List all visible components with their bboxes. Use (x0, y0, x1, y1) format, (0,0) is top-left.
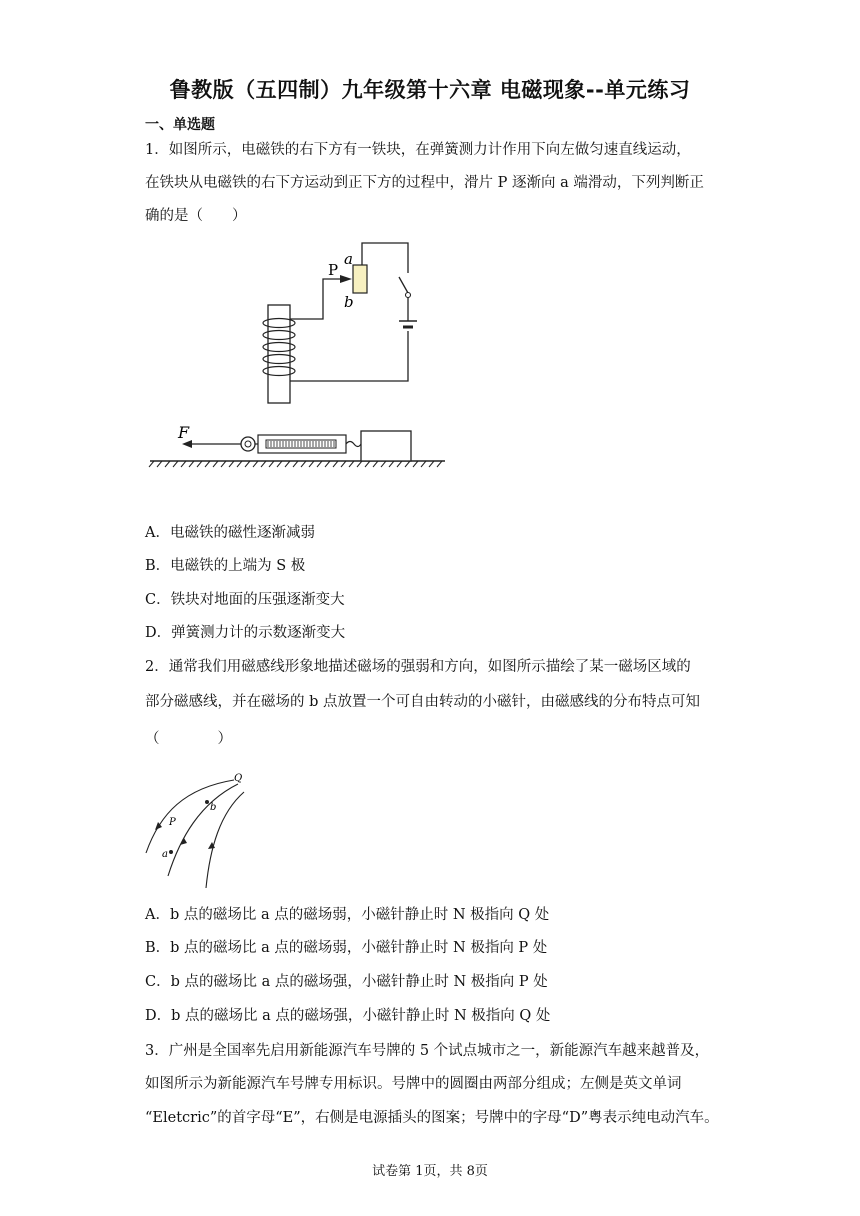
switch-lever (399, 277, 408, 293)
switch-contact (406, 293, 411, 298)
field-arrow-icon (180, 838, 187, 845)
label-b: b (210, 802, 217, 813)
label-b: b (344, 293, 354, 311)
iron-block (361, 431, 411, 461)
q2-option-c: C．b 点的磁场比 a 点的磁场强，小磁针静止时 N 极指向 P 处 (145, 974, 548, 990)
label-p: P (328, 261, 339, 279)
q2-option-b: B．b 点的磁场比 a 点的磁场弱，小磁针静止时 N 极指向 P 处 (145, 940, 548, 956)
q1-line-2: 在铁块从电磁铁的右下方运动到正下方的过程中，滑片 P 逐渐向 a 端滑动，下列判断正 (145, 175, 704, 191)
q1-option-d: D．弹簧测力计的示数逐渐变大 (145, 625, 346, 641)
label-a: a (344, 250, 353, 268)
label-q: Q (234, 773, 243, 784)
q1-line-3: 确的是（ ） (145, 208, 247, 224)
q2-line-3: （ ） (145, 731, 232, 747)
q1-option-b: B．电磁铁的上端为 S 极 (145, 558, 306, 574)
label-a: a (162, 849, 168, 860)
rheostat (353, 265, 367, 293)
field-line-1 (146, 780, 234, 853)
point-a (169, 850, 173, 854)
ground (149, 461, 445, 467)
label-p: P (169, 817, 176, 828)
field-line-2 (168, 784, 238, 876)
page-title: 鲁教版（五四制）九年级第十六章 电磁现象--单元练习 (169, 78, 691, 102)
q3-line-2: 如图所示为新能源汽车号牌专用标识。号牌中的圆圈由两部分组成；左侧是英文单词 (145, 1076, 682, 1092)
q1-line-1: 1．如图所示，电磁铁的右下方有一铁块，在弹簧测力计作用下向左做匀速直线运动， (145, 142, 691, 158)
q2-option-d: D．b 点的磁场比 a 点的磁场强，小磁针静止时 N 极指向 Q 处 (145, 1008, 551, 1024)
q1-option-c: C．铁块对地面的压强逐渐变大 (145, 592, 345, 608)
q2-option-a: A．b 点的磁场比 a 点的磁场弱，小磁针静止时 N 极指向 Q 处 (145, 907, 550, 923)
q3-line-3: “Eletcric”的首字母“E”，右侧是电源插头的图案；号牌中的字母“D”粤表示纯电动汽车。 (145, 1110, 719, 1126)
q2-line-1: 2．通常我们用磁感线形象地描述磁场的强弱和方向，如图所示描绘了某一磁场区域的 (145, 659, 691, 675)
slider-arrow-icon (340, 275, 352, 283)
section-heading: 一、单选题 (145, 117, 215, 133)
hook-icon (346, 442, 361, 447)
q2-line-2: 部分磁感线，并在磁场的 b 点放置一个可自由转动的小磁针，由磁感线的分布特点可知 (145, 694, 700, 710)
label-f: F (178, 423, 190, 442)
page-footer: 试卷第 1页，共 8页 (372, 1164, 488, 1179)
q1-option-a: A．电磁铁的磁性逐渐减弱 (145, 525, 315, 541)
q3-line-1: 3．广州是全国率先启用新能源汽车号牌的 5 个试点城市之一，新能源汽车越来越普及， (145, 1043, 710, 1059)
point-b (205, 800, 209, 804)
q2-field-lines-figure (140, 768, 260, 893)
q1-circuit-figure (140, 235, 460, 475)
